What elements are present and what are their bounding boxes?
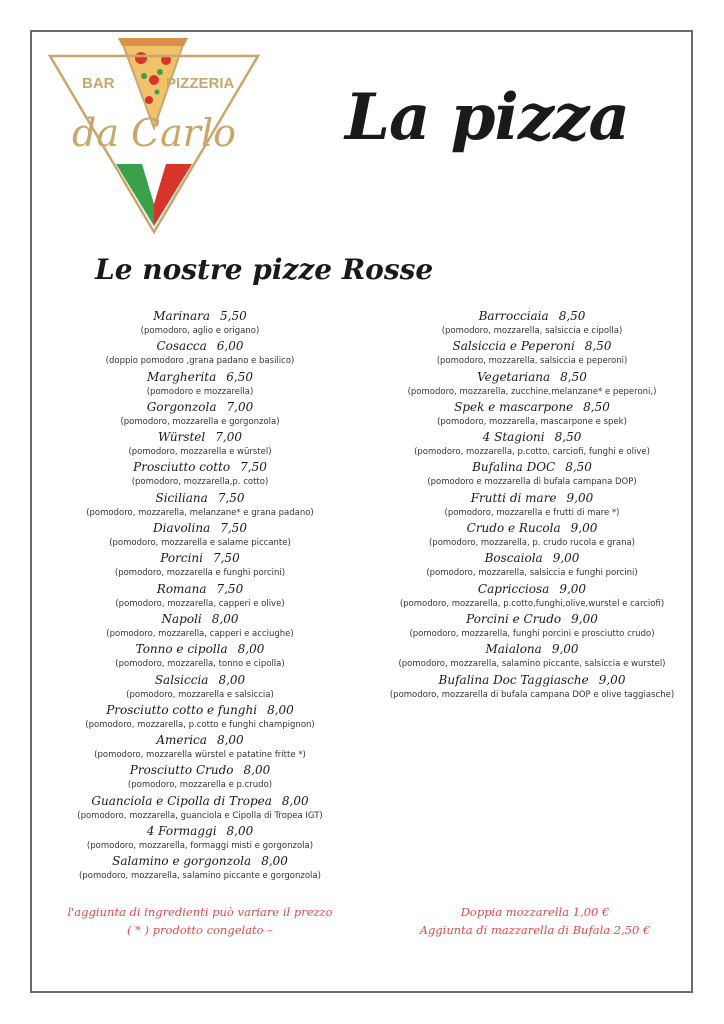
pizza-name-line <box>60 793 340 809</box>
menu-item <box>60 550 340 580</box>
pizza-ingredients: (pomodoro, mozzarella, guanciola e Cipolla di Tropea IGT) <box>77 810 323 821</box>
pizza-name-line <box>60 611 340 627</box>
menu-item <box>60 429 340 459</box>
logo-bar-text: BAR <box>82 75 115 92</box>
menu-item <box>372 490 692 520</box>
menu-item <box>372 459 692 489</box>
menu-item <box>372 611 692 641</box>
pizza-price: 8,00 <box>267 702 294 717</box>
footnote-right <box>385 903 685 939</box>
menu-item <box>60 823 340 853</box>
pizza-price: 6,50 <box>226 369 253 384</box>
pizza-ingredients: (pomodoro, mozzarella würstel e patatine fritte *) <box>94 750 306 761</box>
pizza-name: Porcini e Crudo <box>466 611 562 626</box>
note-double-mozzarella: Doppia mozzarella 1,00 € <box>460 905 610 919</box>
pizza-ingredients: (pomodoro, mozzarella,p. cotto) <box>131 477 269 488</box>
menu-item <box>372 429 692 459</box>
pizza-name: Crudo e Rucola <box>466 521 561 536</box>
pizza-name: Maialona <box>485 642 542 657</box>
pizza-name: Prosciutto Crudo <box>129 763 234 778</box>
menu-item <box>372 369 692 399</box>
pizza-name-line <box>372 641 692 657</box>
pizza-name: Margherita <box>147 369 217 384</box>
pizza-ingredients: (pomodoro, mozzarella, funghi porcini e prosciutto crudo) <box>409 628 655 639</box>
pizza-name: Siciliana <box>155 490 208 505</box>
pizza-ingredients: (pomodoro e mozzarella) <box>146 386 254 397</box>
pizza-ingredients: (pomodoro, mozzarella, melanzane* e grana padano) <box>86 507 314 518</box>
pizza-name: Vegetariana <box>477 369 551 384</box>
pizza-name-line <box>372 429 692 445</box>
pizza-name-line <box>60 702 340 718</box>
pizza-ingredients: (pomodoro, mozzarella, mascarpone e spek) <box>437 416 627 427</box>
pizza-name: Bufalina Doc Taggiasche <box>438 672 589 687</box>
pizza-price: 8,00 <box>216 733 244 748</box>
pizza-price: 8,50 <box>565 460 592 475</box>
menu-item <box>60 338 340 368</box>
footnote-left <box>55 903 345 939</box>
pizza-price: 8,00 <box>261 854 288 869</box>
pizza-name-line <box>60 823 340 839</box>
section-title: Le nostre pizze Rosse <box>95 253 434 286</box>
pizza-name: Porcini <box>160 551 203 566</box>
pizza-name-line <box>60 550 340 566</box>
pizza-price: 7,00 <box>226 399 254 414</box>
menu-item <box>60 793 340 823</box>
pizza-ingredients: (pomodoro, mozzarella, salsiccia e peperoni) <box>436 356 628 367</box>
pizza-price: 9,00 <box>552 551 580 566</box>
pizza-name-line <box>372 581 692 597</box>
pizza-ingredients: (pomodoro, mozzarella e salsiccia) <box>126 689 274 700</box>
pizza-name: Frutti di mare <box>470 490 557 505</box>
pizza-name: Salsiccia e Peperoni <box>452 339 575 354</box>
pizza-ingredients: (pomodoro, mozzarella e gorgonzola) <box>120 416 280 427</box>
menu-item <box>60 762 340 792</box>
pizza-name: 4 Stagioni <box>482 430 545 445</box>
pizza-name: America <box>156 733 207 748</box>
pizza-name: Gorgonzola <box>146 399 217 414</box>
pizza-name: Capricciosa <box>477 581 550 596</box>
menu-column-right <box>372 308 692 702</box>
pizza-ingredients: (pomodoro, mozzarella di bufala campana DOP e olive taggiasche) <box>389 689 675 700</box>
pizza-name: Marinara <box>153 309 211 323</box>
pizza-name-line <box>60 308 340 324</box>
pizza-price: 8,00 <box>218 672 246 687</box>
menu-item <box>60 732 340 762</box>
pizza-name: Barrocciaia <box>478 309 549 323</box>
pizza-name: Tonno e cipolla <box>135 642 228 657</box>
pizza-price: 8,00 <box>281 793 309 808</box>
pizza-name: Cosacca <box>156 339 207 354</box>
pizza-name-line <box>60 338 340 354</box>
pizza-name-line <box>60 429 340 445</box>
pizza-price: 9,00 <box>566 490 594 505</box>
pizza-ingredients: (pomodoro, mozzarella, zucchine,melanzane* e peperoni,) <box>407 386 657 397</box>
pizza-price: 9,00 <box>598 672 626 687</box>
pizza-ingredients: (pomodoro, mozzarella, salsiccia e cipolla) <box>441 326 623 336</box>
logo-da-carlo-text: da Carlo <box>72 111 236 155</box>
menu-item <box>60 490 340 520</box>
pizza-ingredients: (pomodoro, mozzarella e salame piccante) <box>109 538 291 549</box>
pizza-name-line <box>60 641 340 657</box>
pizza-ingredients: (pomodoro, mozzarella, formaggi misti e gorgonzola) <box>86 841 314 852</box>
pizza-price: 8,00 <box>243 763 271 778</box>
pizza-price: 6,00 <box>216 339 244 354</box>
pizza-ingredients: (pomodoro, mozzarella, salamino piccante e gorgonzola) <box>79 871 321 882</box>
pizza-ingredients: (pomodoro, mozzarella e frutti di mare *) <box>444 507 620 518</box>
pizza-name: Prosciutto cotto e funghi <box>106 702 258 717</box>
pizza-slice-logo-icon <box>44 36 264 246</box>
menu-item <box>372 399 692 429</box>
pizza-name-line <box>372 520 692 536</box>
logo-pizzeria-text: PIZZERIA <box>166 75 235 92</box>
pizza-price: 9,00 <box>570 521 598 536</box>
pizza-ingredients: (pomodoro, mozzarella, salsiccia e funghi porcini) <box>426 568 638 579</box>
menu-item <box>60 520 340 550</box>
pizza-name: Romana <box>156 581 207 596</box>
pizza-ingredients: (pomodoro, mozzarella, p. crudo rucola e grana) <box>428 538 635 549</box>
pizza-price: 7,50 <box>216 581 244 596</box>
menu-item <box>60 459 340 489</box>
pizza-ingredients: (pomodoro, mozzarella, capperi e olive) <box>115 598 285 609</box>
restaurant-logo <box>44 36 264 246</box>
pizza-price: 8,00 <box>226 824 254 839</box>
pizza-name-line <box>372 399 692 415</box>
pizza-name: 4 Formaggi <box>146 824 217 839</box>
pizza-name-line <box>372 459 692 475</box>
pizza-name: Guanciola e Cipolla di Tropea <box>91 793 272 808</box>
menu-item <box>60 308 340 338</box>
page-title: La pizza <box>345 80 629 155</box>
pizza-price: 8,50 <box>560 369 587 384</box>
pizza-price: 8,50 <box>584 339 612 354</box>
pizza-ingredients: (pomodoro, mozzarella, tonno e cipolla) <box>115 659 285 670</box>
pizza-price: 7,50 <box>220 521 247 536</box>
menu-item <box>372 520 692 550</box>
menu-item <box>372 672 692 702</box>
pizza-price: 7,50 <box>240 460 267 475</box>
pizza-price: 8,50 <box>558 309 586 323</box>
pizza-name-line <box>60 369 340 385</box>
pizza-ingredients: (doppio pomodoro ,grana padano e basilico) <box>105 356 295 367</box>
pizza-name-line <box>60 459 340 475</box>
menu-item <box>60 641 340 671</box>
pizza-ingredients: (pomodoro, mozzarella e würstel) <box>128 447 272 458</box>
pizza-name: Salsiccia <box>154 672 209 687</box>
pizza-price: 8,50 <box>554 430 582 445</box>
pizza-name-line <box>60 732 340 748</box>
pizza-price: 8,50 <box>583 399 610 414</box>
menu-item <box>60 581 340 611</box>
pizza-name-line <box>372 308 692 324</box>
pizza-name: Spek e mascarpone <box>454 399 574 414</box>
menu-item <box>372 308 692 338</box>
pizza-name-line <box>372 369 692 385</box>
pizza-ingredients: (pomodoro, mozzarella e p.crudo) <box>127 780 273 791</box>
menu-item <box>60 853 340 883</box>
pizza-ingredients: (pomodoro e mozzarella di bufala campana DOP) <box>427 477 637 488</box>
pizza-ingredients: (pomodoro, mozzarella, capperi e acciughe) <box>106 628 294 639</box>
pizza-name-line <box>372 550 692 566</box>
menu-item <box>372 338 692 368</box>
pizza-ingredients: (pomodoro, mozzarella, salamino piccante, salsiccia e wurstel) <box>398 659 666 670</box>
pizza-name-line <box>372 490 692 506</box>
pizza-name: Salamino e gorgonzola <box>112 854 252 869</box>
pizza-price: 5,50 <box>220 309 247 323</box>
pizza-ingredients: (pomodoro, mozzarella, p.cotto, carciofi, funghi e olive) <box>414 447 650 458</box>
pizza-ingredients: (pomodoro, mozzarella, p.cotto e funghi champignon) <box>85 719 315 730</box>
menu-item <box>60 399 340 429</box>
pizza-price: 9,00 <box>571 611 598 626</box>
menu-item <box>372 550 692 580</box>
pizza-price: 9,00 <box>559 581 587 596</box>
pizza-name: Bufalina DOC <box>472 460 556 475</box>
pizza-ingredients: (pomodoro, aglio e origano) <box>140 326 260 336</box>
note-buffalo-mozzarella: Aggiunta di mazzarella di Bufala 2,50 € <box>419 923 651 937</box>
pizza-price: 8,00 <box>211 611 239 626</box>
pizza-price: 7,00 <box>215 430 242 445</box>
pizza-price: 7,50 <box>217 490 245 505</box>
pizza-price: 8,00 <box>237 642 265 657</box>
pizza-ingredients: (pomodoro, mozzarella, p.cotto,funghi,olive,wurstel e carciofi) <box>399 598 665 609</box>
pizza-name: Boscaiola <box>484 551 543 566</box>
menu-item <box>60 611 340 641</box>
pizza-name-line <box>372 672 692 688</box>
pizza-name: Napoli <box>161 611 202 626</box>
pizza-name: Würstel <box>158 430 206 445</box>
pizza-name-line <box>60 399 340 415</box>
pizza-ingredients: (pomodoro, mozzarella e funghi porcini) <box>114 568 286 579</box>
menu-item <box>372 641 692 671</box>
pizza-name-line <box>60 581 340 597</box>
pizza-name: Diavolina <box>153 521 211 536</box>
menu-item <box>372 581 692 611</box>
pizza-name-line <box>372 338 692 354</box>
pizza-name-line <box>60 762 340 778</box>
menu-item <box>60 672 340 702</box>
pizza-name-line <box>60 490 340 506</box>
menu-item <box>60 702 340 732</box>
pizza-name: Prosciutto cotto <box>133 460 231 475</box>
pizza-name-line <box>60 520 340 536</box>
pizza-price: 9,00 <box>551 642 579 657</box>
pizza-name-line <box>60 853 340 869</box>
pizza-name-line <box>60 672 340 688</box>
note-frozen-product: ( * ) prodotto congelato – <box>126 923 273 937</box>
pizza-price: 7,50 <box>212 551 240 566</box>
pizza-name-line <box>372 611 692 627</box>
menu-item <box>60 369 340 399</box>
note-extra-ingredients: l'aggiunta di ingredienti può variare il prezzo <box>67 905 333 919</box>
menu-column-left <box>60 308 340 884</box>
